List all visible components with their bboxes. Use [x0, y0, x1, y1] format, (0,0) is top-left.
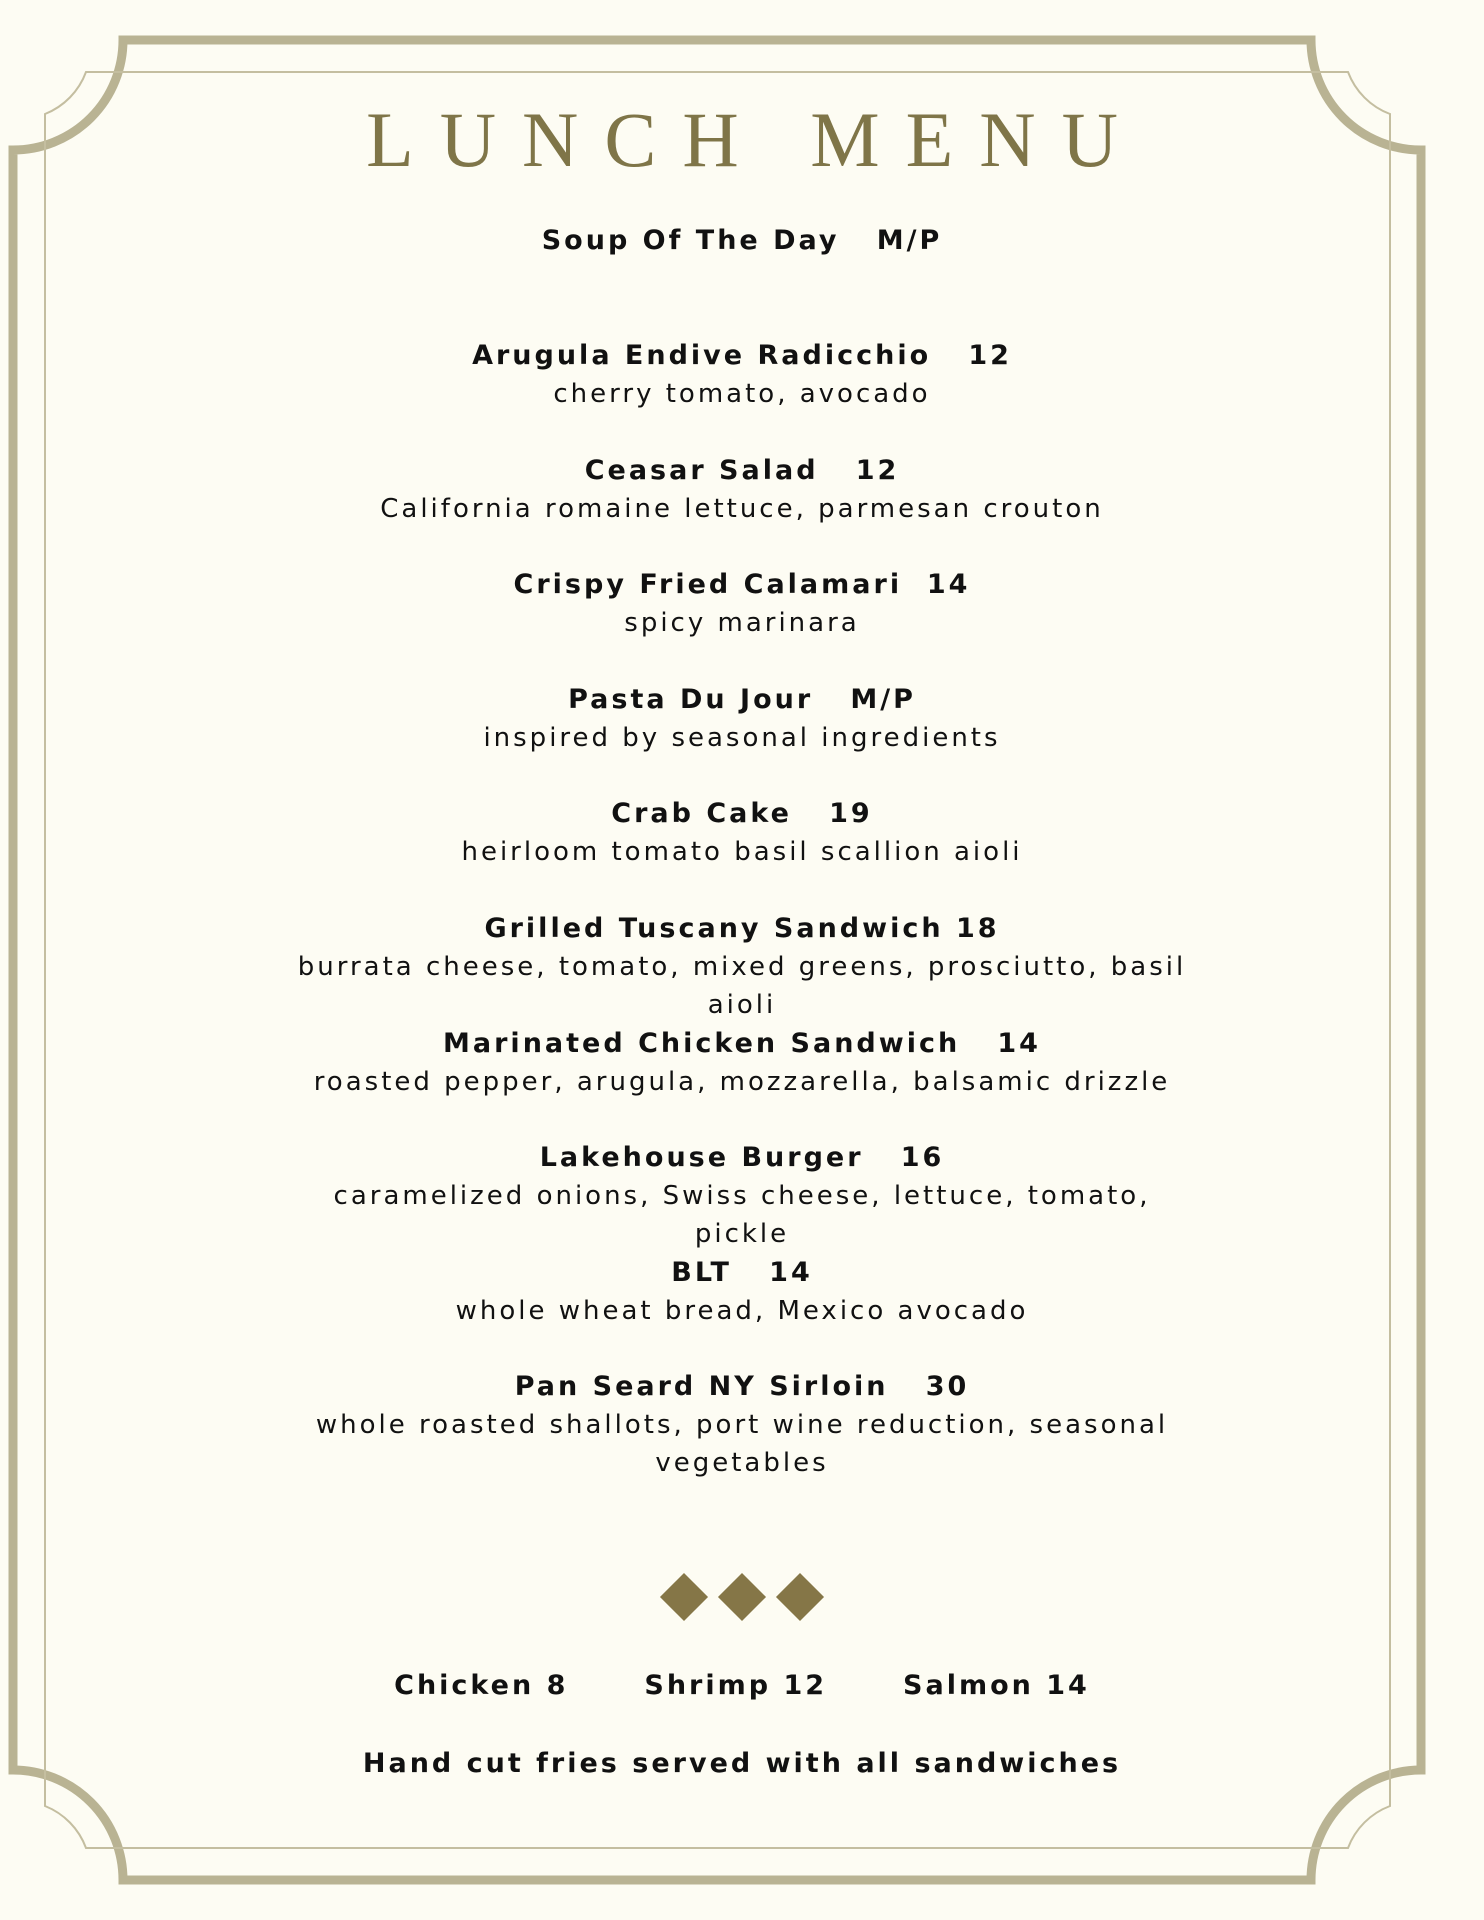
menu-item-description: burrata cheese, tomato, mixed greens, prosciutto, basil aioli [297, 951, 1187, 1020]
menu-item-name: Pasta Du Jour M/P [568, 683, 916, 715]
menu-item-name: Pan Seard NY Sirloin 30 [514, 1371, 970, 1403]
menu-item-name: Crispy Fried Calamari 14 [513, 569, 971, 601]
menu-item-description: cherry tomato, avocado [553, 379, 931, 409]
menu-title: LUNCH MENU [366, 96, 1144, 183]
menu-item [0, 222, 1484, 337]
diamond-icon [718, 1573, 766, 1621]
protein-addons [0, 1670, 1484, 1701]
menu-item [0, 566, 1484, 681]
addon-shrimp: Shrimp 12 [644, 1670, 828, 1701]
menu-item [0, 910, 1484, 1025]
menu-item-description: inspired by seasonal ingredients [483, 722, 1001, 753]
menu-item-description: caramelized onions, Swiss cheese, lettuce, tomato, pickle [333, 1181, 1151, 1250]
menu-item-name: Marinated Chicken Sandwich 14 [443, 1027, 1041, 1059]
menu-item [0, 337, 1484, 452]
footer-note: Hand cut fries served with all sandwiches [362, 1748, 1122, 1779]
menu-item [0, 795, 1484, 910]
menu-item [0, 452, 1484, 567]
diamond-icon [776, 1573, 824, 1621]
menu-item-name: Lakehouse Burger 16 [539, 1142, 945, 1174]
menu-items [0, 222, 1484, 1482]
menu-item [0, 1254, 1484, 1369]
menu-item-name: Grilled Tuscany Sandwich 18 [484, 912, 1000, 944]
menu-item-description: California romaine lettuce, parmesan crouton [380, 493, 1104, 524]
diamond-icon [660, 1573, 708, 1621]
menu-item-description: heirloom tomato basil scallion aioli [461, 837, 1023, 868]
diamond-divider [0, 1580, 1484, 1614]
menu-item [0, 1368, 1484, 1482]
menu-item [0, 1139, 1484, 1254]
menu-item [0, 1025, 1484, 1140]
menu-item-description: roasted pepper, arugula, mozzarella, balsamic drizzle [313, 1066, 1171, 1097]
menu-item-name: Arugula Endive Radicchio 12 [472, 340, 1012, 371]
addon-salmon: Salmon 14 [903, 1670, 1090, 1701]
addon-chicken: Chicken 8 [394, 1670, 569, 1701]
menu-item [0, 681, 1484, 796]
menu-item-name: Soup Of The Day M/P [541, 225, 943, 256]
menu-item-description: whole wheat bread, Mexico avocado [455, 1295, 1029, 1326]
menu-item-description: whole roasted shallots, port wine reduction, seasonal vegetables [315, 1410, 1169, 1479]
menu-item-name: Crab Cake 19 [611, 798, 873, 830]
menu-item-name: Ceasar Salad 12 [584, 454, 900, 486]
menu-item-description: spicy marinara [624, 608, 860, 639]
menu-item-name: BLT 14 [671, 1256, 813, 1288]
